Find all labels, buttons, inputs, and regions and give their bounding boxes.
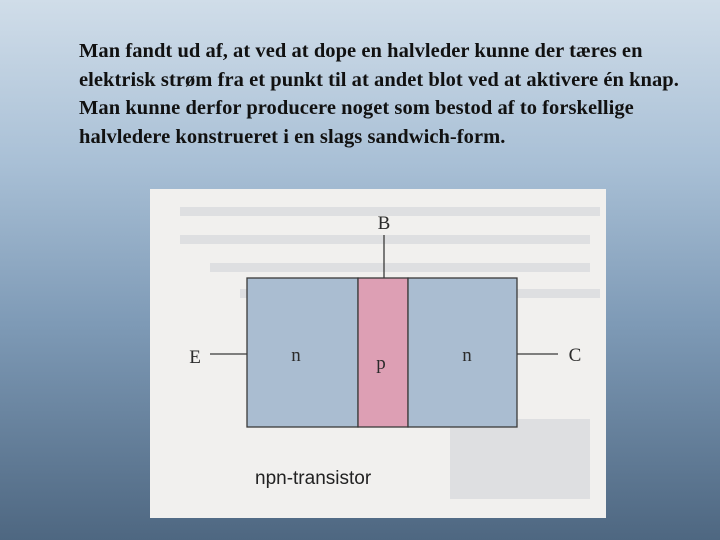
npn-transistor-figure [150, 189, 606, 518]
figure-caption: npn-transistor [255, 468, 372, 489]
n-region-left [247, 278, 358, 427]
n-region-left-label: n [291, 345, 301, 366]
p-region-label: p [376, 353, 386, 374]
collector-label: C [568, 345, 582, 366]
slide-body-text: Man fandt ud af, at ved at dope en halvleder kunne der tæres en elektrisk strøm fra et punkt til at andet blot ved at aktivere én knap. Man kunne derfor producere noget som bestod af to forskellige halvledere konstrueret i en slags sandwich-form. [79, 40, 679, 148]
base-label: B [377, 213, 391, 234]
n-region-right-label: n [462, 345, 472, 366]
emitter-label: E [189, 347, 201, 368]
npn-transistor-diagram [150, 189, 606, 518]
